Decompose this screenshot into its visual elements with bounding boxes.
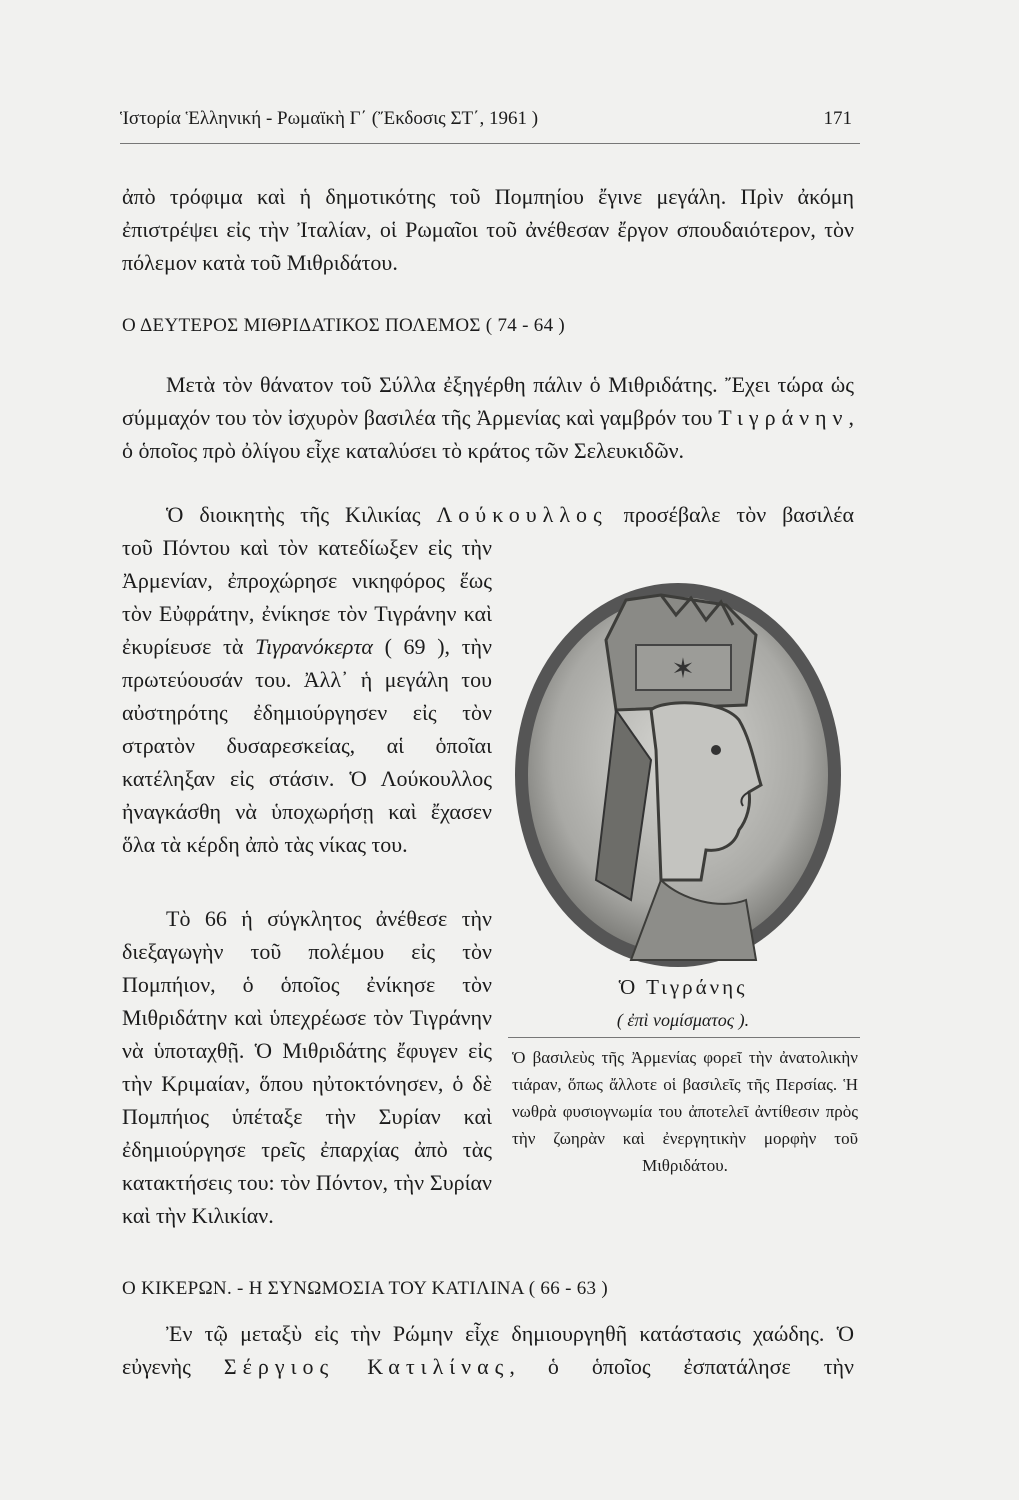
col-text-b: ( 69 ), τὴν πρωτεύουσάν του. Ἀλλ᾽ ἡ μεγάλη του αὐστηρότης ἐδημιούργησεν εἰς τὸν στρατὸν δυσαρεσκείας, αἱ ὁποῖαι κατέληξαν εἰς στάσιν. Ὁ Λούκουλλος ἠναγκάσθη νὰ ὑποχωρήσῃ καὶ ἔχασεν ὅλα τὰ κέρδη ἀπὸ τὰς νίκας του. bbox=[122, 634, 492, 857]
name-tigranes: Τιγράνην bbox=[718, 405, 849, 430]
paragraph-pompey: Τὸ 66 ἡ σύγκλητος ἀνέθεσε τὴν διεξαγωγὴν τοῦ πολέμου εἰς τὸν Πομπήιον, ὁ ὁποῖος ἐνίκησε τὸν Μιθριδάτην καὶ ὑπεχρέωσε τὸν Τιγράνην νὰ ὑποταχθῇ. Ὁ Μιθριδάτης ἔφυγεν εἰς τὴν Κριμαίαν, ὅπου ηὐτοκτόνησεν, ὁ δὲ Πομπήιος ὑπέταξε τὴν Συρίαν καὶ ἐδημιούργησε τρεῖς ἐπαρχίας ἀπὸ τὰς κατακτήσεις του: τὸν Πόντον, τὴν Συρίαν καὶ τὴν Κιλικίαν. bbox=[122, 906, 492, 1228]
section-heading-cicero: Ο ΚΙΚΕΡΩΝ. - Η ΣΥΝΩΜΟΣΙΑ ΤΟΥ ΚΑΤΙΛΙΝΑ ( 66 - 63 ) bbox=[122, 1278, 609, 1299]
svg-text:✶: ✶ bbox=[671, 652, 695, 685]
p2-text-b: , ὁ ὁποῖος πρὸ ὀλίγου εἶχε καταλύσει τὸ κράτος τῶν Σελευκιδῶν. bbox=[122, 405, 854, 463]
p4-text-b: , ὁ ὁποῖος ἐσπατάλησε τὴν bbox=[509, 1354, 854, 1379]
running-head bbox=[120, 108, 852, 130]
figure-subtitle: ( ἐπὶ νομίσματος ). bbox=[616, 1010, 750, 1030]
figure-title: Ὁ Τιγράνης bbox=[618, 975, 748, 999]
name-catiline: Κατιλίνας bbox=[367, 1354, 510, 1379]
p3-text-a: Ὁ διοικητὴς τῆς Κιλικίας bbox=[166, 502, 421, 527]
name-lucullus: Λούκουλλος bbox=[436, 502, 608, 527]
caption-rule bbox=[508, 1037, 860, 1038]
section-heading-mithridatic-war: Ο ΔΕΥΤΕΡΟΣ ΜΙΘΡΙΔΑΤΙΚΟΣ ΠΟΛΕΜΟΣ ( 74 - 64 ) bbox=[122, 315, 566, 336]
paragraph-mithridates bbox=[122, 368, 854, 467]
header-rule bbox=[120, 143, 860, 144]
p4-text-a: Ἐν τῷ μεταξὺ εἰς τὴν Ρώμην εἶχε δημιουργηθῆ κατάστασις χαώδης. Ὁ εὐγενὴς bbox=[122, 1321, 854, 1379]
running-head-title: Ἱστορία Ἑλληνική - Ρωμαϊκὴ Γ΄ (Ἔκδοσις ΣΤ΄, 1961 ) bbox=[120, 108, 539, 129]
figure-caption: Ὁ βασιλεὺς τῆς Ἀρμενίας φορεῖ τὴν ἀνατολικὴν τιάραν, ὅπως ἄλλοτε οἱ βασιλεῖς τῆς Περσίας. Ἡ νωθρὰ φυσιογνωμία του ἀποτελεῖ ἀντίθεσιν πρὸς τὴν ζωηρὰν καὶ ἐνεργητικὴν μορφὴν τοῦ Μιθριδάτου. bbox=[512, 1048, 858, 1175]
tigranes-coin-image bbox=[511, 580, 845, 970]
name-sergius: Σέργιος bbox=[223, 1354, 335, 1379]
p3-text-b: προσέβαλε τὸν βασιλέα bbox=[623, 502, 855, 527]
paragraph-catiline bbox=[122, 1317, 854, 1383]
col-text-a: τοῦ Πόντου καὶ τὸν κατεδίωξεν εἰς τὴν Ἀρμενίαν, ἐπροχώρησε νικηφόρος ἕως τὸν Εὐφράτην, ἐνίκησε τὸν Τιγράνην καὶ ἐκυρίευσε τὰ bbox=[122, 535, 492, 659]
paragraph-lucullus-line bbox=[122, 498, 854, 531]
paragraph-intro: ἀπὸ τρόφιμα καὶ ἡ δημοτικότης τοῦ Πομπηίου ἔγινε μεγάλη. Πρὶν ἀκόμη ἐπιστρέψει εἰς τὴν Ἰταλίαν, οἱ Ρωμαῖοι τοῦ ἀνέθεσαν ἔργον σπουδαιότερον, τὸν πόλεμον κατὰ τοῦ Μιθριδάτου. bbox=[122, 184, 854, 275]
paragraph-lucullus-column bbox=[122, 531, 492, 861]
tigranocerta-italic: Τιγρανόκερτα bbox=[255, 634, 373, 659]
p2-text-a: Μετὰ τὸν θάνατον τοῦ Σύλλα ἐξηγέρθη πάλιν ὁ Μιθριδάτης. Ἔχει τώρα ὡς σύμμαχόν του τὸν ἰσχυρὸν βασιλέα τῆς Ἀρμενίας καὶ γαμβρόν του bbox=[122, 372, 854, 430]
page-number: 171 bbox=[823, 108, 852, 129]
